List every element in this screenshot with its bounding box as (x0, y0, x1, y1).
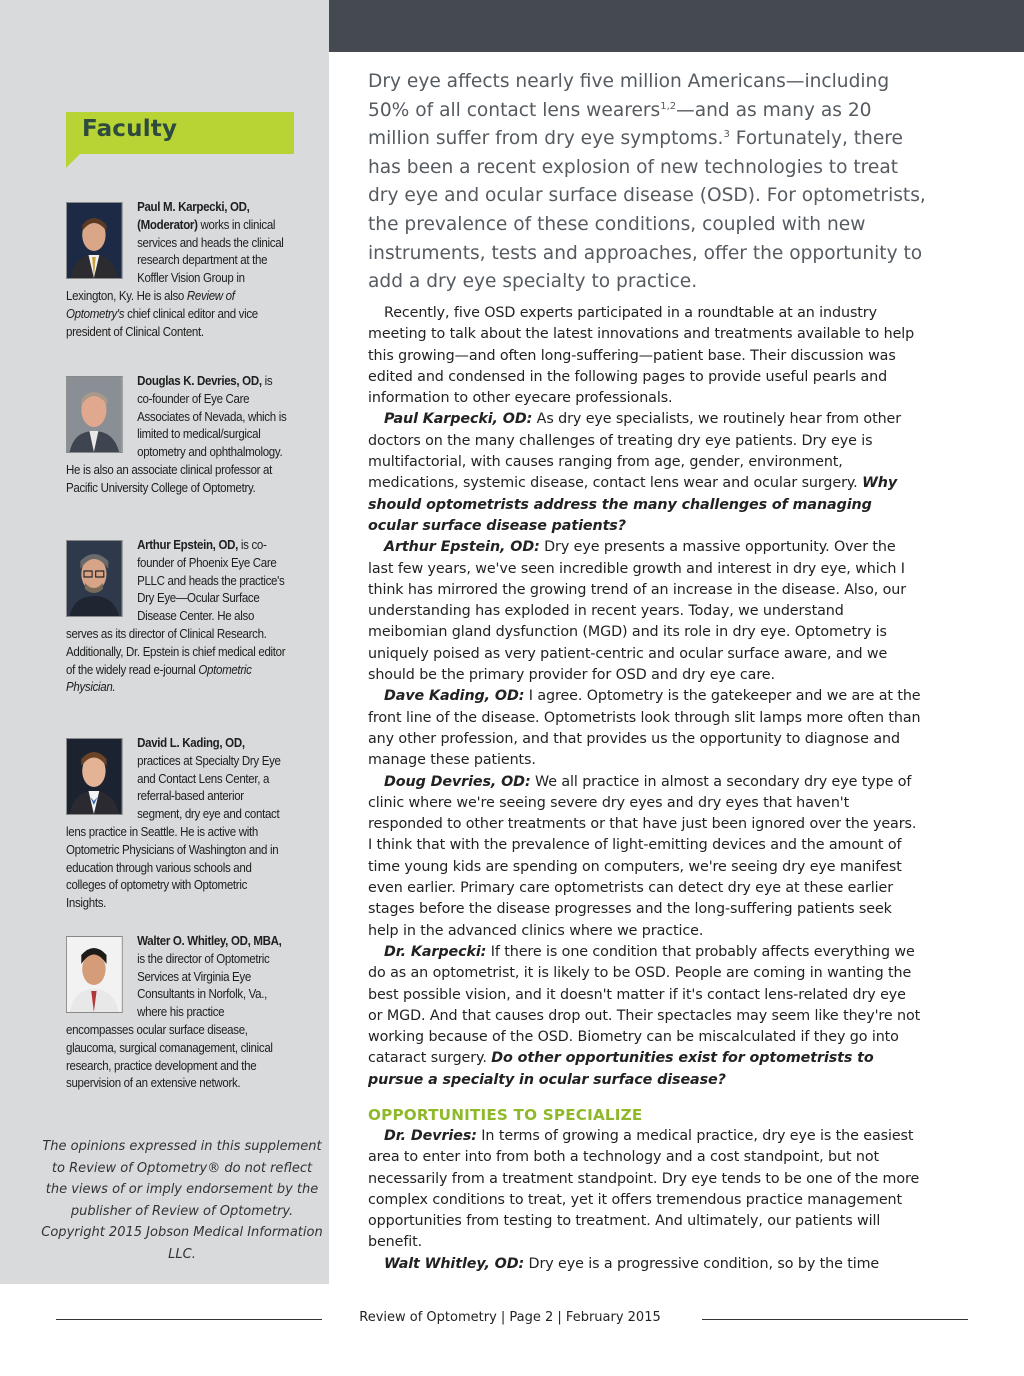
intro-paragraph (368, 68, 928, 297)
footer-rule-right (702, 1319, 968, 1320)
faculty-heading-banner (66, 112, 294, 154)
paragraph-text: If there is one condition that probably affects everything we do as an optometrist, it is likely to be OSD. People are coming in wanting the best possible vision, and it doesn't matter if it's contact lens-related dry eye or MGD. And that causes drop out. Their spectacles may seem like they're not working because of the OSD. Biometry can be miscalculated if they go into cataract surgery. (368, 943, 921, 1067)
faculty-bio-text: works in clinical services and heads the clinical research department at the Koffler Vision Group in Lexington, Ky. He is also (66, 216, 284, 303)
headshot-image (67, 937, 122, 1012)
faculty-name: Arthur Epstein, OD, (137, 537, 238, 552)
intro-text: —and as many as 20 million suffer from dry eye symptoms. (368, 99, 872, 150)
speaker-name: Doug Devries, OD: (384, 773, 531, 790)
citation-superscript: 1,2 (660, 100, 677, 112)
faculty-bio-italic: Review of Optometry's (66, 287, 235, 321)
headshot-image (67, 203, 122, 278)
citation-superscript: 3 (723, 129, 730, 140)
faculty-bio-text: is co-founder of Eye Care Associates of Nevada, which is limited to medical/surgical optometry and ophthalmology. He is also an associate clinical professor at Pacific University College of Optometry. (66, 373, 287, 495)
faculty-bio-text: is the director of Optometric Services at Virginia Eye Consultants in Norfolk, Va., where his practice encompasses ocular surface disease, glaucoma, surgical comanagement, clinical research, practice development and the supervision of an extensive network. (66, 950, 273, 1091)
faculty-bio-text: is co-founder of Phoenix Eye Care PLLC and heads the practice's Dry Eye—Ocular Surface Disease Center. He also serves as its director of Clinical Research. Additionally, Dr. Epstein is chief medical editor of the widely read e-journal (66, 537, 286, 677)
footer-rule-left (56, 1319, 322, 1320)
faculty-bio-epstein (66, 536, 287, 696)
page-footer: Review of Optometry | Page 2 | February 2015 (359, 1310, 661, 1325)
faculty-name: Walter O. Whitley, OD, MBA, (137, 933, 282, 948)
headshot-photo (66, 738, 123, 815)
disclaimer-note: The opinions expressed in this supplement to Review of Optometry® do not reflect the views of or imply endorsement by the publisher of Review of Optometry. Copyright 2015 Jobson Medical Information LLC. (41, 1139, 323, 1262)
article-paragraph (368, 772, 924, 942)
headshot-photo (66, 202, 123, 279)
article-paragraph (368, 409, 924, 537)
speaker-name: Dr. Karpecki: (384, 943, 487, 960)
section-heading: OPPORTUNITIES TO SPECIALIZE (368, 1105, 643, 1124)
headshot-image (67, 541, 122, 616)
speaker-name: Dr. Devries: (384, 1127, 477, 1144)
faculty-bio-devries (66, 372, 287, 497)
faculty-name: David L. Kading, OD, (137, 735, 245, 750)
paragraph-text: I agree. Optometry is the gatekeeper and we are at the front line of the disease. Optometrists look through slit lamps more often than any other profession, and that provides us the opportunity to diagnose and manage these patients. (368, 688, 921, 769)
headshot-photo (66, 936, 123, 1013)
headshot-image (67, 739, 122, 814)
paragraph-text: In terms of growing a medical practice, dry eye is the easiest area to enter into from both a technology and a cost standpoint, but not necessarily from a treatment standpoint. Dry eye tends to be one of the more complex conditions to treat, yet it offers tremendous practice management opportunities from testing to treatment. And ultimately, our patients will benefit. (368, 1127, 920, 1251)
faculty-bio-text: chief clinical editor and vice president of Clinical Content. (66, 305, 258, 339)
faculty-bio-kading (66, 734, 287, 912)
moderator-question: Why should optometrists address the many challenges of managing ocular surface disease patients? (368, 475, 898, 534)
intro-text: Fortunately, there has been a recent explosion of new technologies to treat dry eye and ocular surface disease (OSD). For optometrists, the prevalence of these conditions, coupled with new instruments, tests and approaches, offer the opportunity to add a dry eye specialty to practice. (368, 128, 926, 293)
header-bar (329, 0, 1024, 52)
speaker-name: Dave Kading, OD: (384, 688, 525, 705)
article-paragraph (368, 942, 924, 1091)
paragraph-text: We all practice in almost a secondary dry eye type of clinic where we're seeing severe dry eyes and dry eyes that haven't responded to other treatments or that have just been ignored over the years. I think that with the prevalence of light-emitting devices and the amount of time young kids are spending on computers, we're seeing dry eye manifest even earlier. Primary care optometrists can detect dry eye at these earlier stages before the disease progresses and the long-suffering patients seek help in the advanced clinics where we practice. (368, 773, 917, 939)
article-paragraph (368, 1254, 924, 1275)
faculty-bio-whitley (66, 932, 287, 1092)
speaker-name: Walt Whitley, OD: (384, 1255, 525, 1272)
faculty-role: (Moderator) (137, 216, 198, 232)
article-body (368, 303, 924, 1275)
moderator-question: Do other opportunities exist for optometrists to pursue a specialty in ocular surface disease? (368, 1050, 874, 1088)
paragraph-text: As dry eye specialists, we routinely hear from other doctors on the many challenges of treating dry eye patients. Dry eye is multifactorial, with causes ranging from age, gender, environment, medications, systemic disease, contact lens wear and ocular surgery. (368, 411, 902, 492)
headshot-photo (66, 540, 123, 617)
faculty-name: Douglas K. Devries, OD, (137, 373, 262, 388)
faculty-name: Paul M. Karpecki, OD, (137, 199, 250, 214)
headshot-photo (66, 376, 123, 453)
faculty-bio-karpecki (66, 198, 287, 340)
speaker-name: Paul Karpecki, OD: (384, 411, 533, 428)
paragraph-text: Dry eye is a progressive condition, so by the time (524, 1255, 880, 1272)
faculty-heading: Faculty (82, 116, 178, 142)
faculty-bio-text: practices at Specialty Dry Eye and Contact Lens Center, a referral-based anterior segment, dry eye and contact lens practice in Seattle. He is active with Optometric Physicians of Washington and in education through various schools and colleges of optometry with Optometric Insights. (66, 752, 281, 911)
article-paragraph (368, 686, 924, 771)
speaker-name: Arthur Epstein, OD: (384, 539, 540, 556)
intro-text: Dry eye affects nearly five million Americans—including 50% of all contact lens wearers (368, 71, 890, 121)
headshot-image (67, 377, 122, 452)
faculty-bio-italic: Optometric Physician. (66, 661, 252, 695)
article-paragraph (368, 1126, 924, 1254)
paragraph-text: Dry eye presents a massive opportunity. Over the last few years, we've seen incredible growth and interest in dry eye, which I think has mirrored the growing trend of an increase in the disease. Also, our understanding has exploded in recent years. Today, we understand meibomian gland dysfunction (MGD) and its role in dry eye. Optometry is uniquely poised as very patient-centric and ocular surface aware, and we should be the primary provider for OSD and dry eye care. (368, 539, 907, 684)
article-paragraph: Recently, five OSD experts participated in a roundtable at an industry meeting to talk about the latest innovations and treatments available to help this growing—and often long-suffering—patient base. Their discussion was edited and condensed in the following pages to provide useful pearls and information to other eyecare professionals. (368, 305, 915, 407)
faculty-banner-tail (66, 154, 80, 168)
article-paragraph (368, 537, 924, 686)
